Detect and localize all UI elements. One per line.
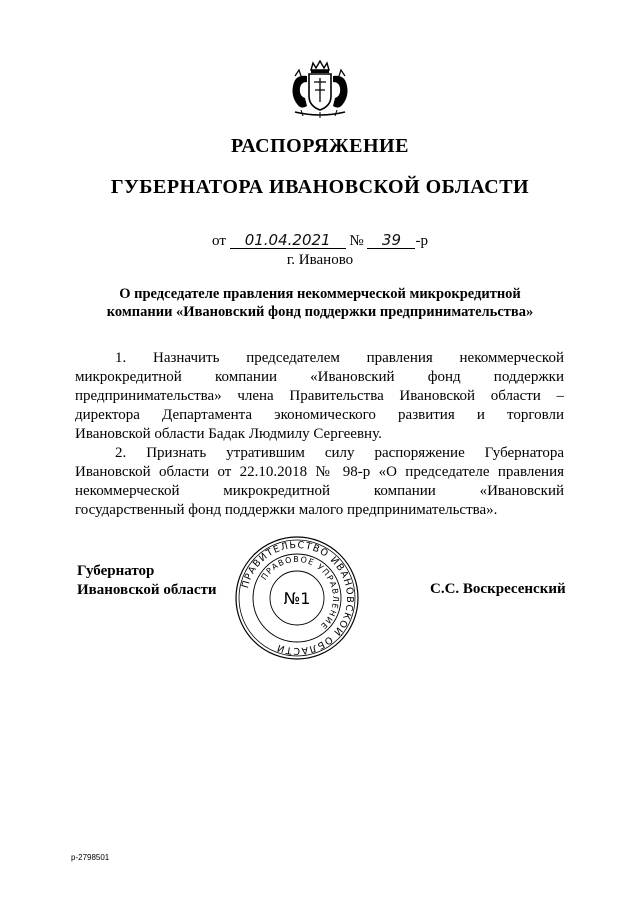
signatory-position <box>77 562 217 600</box>
text-line: Ивановской области от 22.10.2018 № 98-р «О председателе правления <box>75 464 564 480</box>
stamp-inner-text: ПРАВОВОЕ УПРАВЛЕНИЕ <box>259 554 341 632</box>
document-subject <box>100 285 540 321</box>
position-line: Ивановской области <box>77 582 217 598</box>
document-title: РАСПОРЯЖЕНИЕ <box>231 135 409 157</box>
issuing-authority: ГУБЕРНАТОРА ИВАНОВСКОЙ ОБЛАСТИ <box>110 176 530 198</box>
stamp-center-text: №1 <box>283 589 311 608</box>
text-line: директора Департамента экономического развития и торговли <box>75 407 564 423</box>
city: г. Иваново <box>286 252 354 268</box>
text-line: микрокредитной компании «Ивановский фонд поддержки <box>75 369 564 385</box>
footer-code: р-2798501 <box>71 853 110 862</box>
date-prefix: от <box>212 233 226 249</box>
handwritten-date: 01.04.2021 <box>230 232 346 249</box>
official-stamp <box>232 533 362 663</box>
coat-of-arms-emblem <box>287 60 353 120</box>
position-line: Губернатор <box>77 563 155 579</box>
text-line: Ивановской области Бадак Людмилу Сергеевну. <box>75 426 382 442</box>
number-suffix: -р <box>415 233 428 249</box>
stamp-outer-text: ПРАВИТЕЛЬСТВО ИВАНОВСКОЙ ОБЛАСТИ <box>239 539 356 657</box>
signatory-name: С.С. Воскресенский <box>430 581 566 597</box>
subject-line: О председателе правления некоммерческой микрокредитной <box>119 286 521 302</box>
subject-line: компании «Ивановский фонд поддержки предпринимательства» <box>106 304 534 320</box>
paragraph-1 <box>75 349 564 444</box>
text-line: 1. Назначить председателем правления некоммерческой <box>115 350 564 366</box>
text-line: некоммерческой микрокредитной компании «Ивановский <box>75 483 564 499</box>
text-line: предпринимательства» члена Правительства Ивановской области – <box>75 388 564 404</box>
number-prefix: № <box>349 233 364 249</box>
handwritten-number: 39 <box>367 232 415 249</box>
paragraph-2 <box>75 444 564 520</box>
date-number-line <box>0 232 640 250</box>
text-line: государственный фонд поддержки малого предпринимательства». <box>75 502 498 518</box>
coat-of-arms-icon <box>287 60 353 120</box>
document-body <box>75 349 564 520</box>
stamp-seal-icon <box>232 533 362 663</box>
text-line: 2. Признать утратившим силу распоряжение Губернатора <box>115 445 564 461</box>
